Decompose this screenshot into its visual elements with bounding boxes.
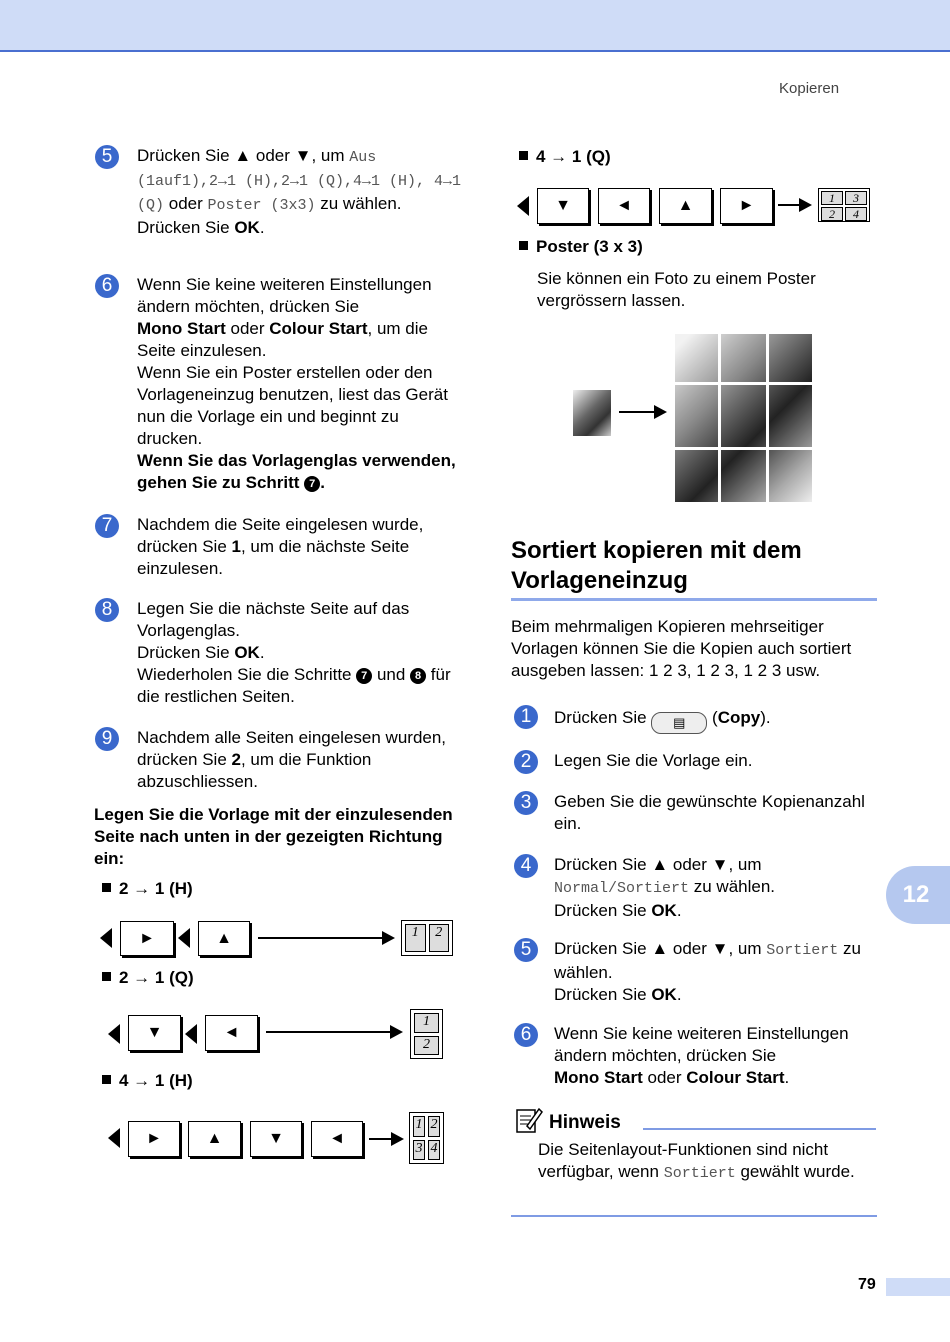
option-4to1-h: 4 → 1 (H) — [102, 1071, 193, 1091]
step-number: 6 — [95, 274, 119, 298]
long-arrow-icon — [266, 1031, 391, 1033]
long-arrow-icon — [778, 204, 800, 206]
top-bar — [0, 0, 950, 52]
orientation-note: Legen Sie die Vorlage mit der einzulesenden Seite nach unten in der gezeigten Richtung ein: — [94, 805, 453, 868]
arrow-left-icon — [108, 1024, 120, 1044]
step-text: Wenn Sie keine weiteren Einstellungen ändern möchten, drücken Sie Mono Start oder Colour Start. — [554, 1024, 849, 1087]
long-arrow-icon — [369, 1138, 392, 1140]
doc-page-icon: ◄ — [205, 1015, 258, 1051]
doc-page-icon: ► — [720, 188, 773, 224]
doc-page-icon: ◄ — [598, 188, 650, 224]
doc-page-icon: ▲ — [659, 188, 712, 224]
step-text: Wenn Sie keine weiteren Einstellungen ändern möchten, drücken Sie Mono Start oder Colour Start, um die Seite einzulesen. Wenn Sie ein Poster erstellen oder den Vorlageneinzug benutzen, liest das Gerät nun die Vorlage ein und beginnt zu drucken. Wenn Sie das Vorlagenglas verwenden, gehen Sie zu Schritt 7 . — [137, 275, 456, 492]
chapter-tab[interactable]: 12 — [886, 866, 950, 924]
header-title: Kopieren — [779, 80, 840, 97]
step-number: 5 — [95, 145, 119, 169]
step-text: Legen Sie die Vorlage ein. — [554, 751, 753, 770]
doc-page-icon: ▲ — [188, 1121, 241, 1157]
arrow-left-icon — [100, 928, 112, 948]
hint-title: Hinweis — [549, 1112, 621, 1133]
step-text: Drücken Sie ▲ oder ▼, um Normal/Sortiert zu wählen. Drücken Sie OK. — [554, 855, 776, 920]
doc-page-icon: ► — [128, 1121, 180, 1157]
doc-page-icon: ▲ — [198, 921, 250, 956]
result-grid: 1 2 — [401, 920, 453, 956]
step-number: 8 — [95, 598, 119, 622]
page-number: 79 — [858, 1276, 876, 1293]
handshake-poster — [675, 334, 812, 502]
step-text: Drücken Sie ▲ oder ▼, um Sortiert zu wählen. Drücken Sie OK. — [554, 939, 861, 1004]
step-number: 3 — [514, 791, 538, 815]
poster-divider — [718, 334, 721, 502]
option-2to1-h: 2 → 1 (H) — [102, 879, 193, 899]
step-number: 4 — [514, 854, 538, 878]
option-poster: Poster (3 x 3) — [519, 237, 643, 257]
poster-divider — [675, 447, 812, 450]
long-arrow-icon — [619, 411, 655, 413]
option-2to1-q: 2 → 1 (Q) — [102, 968, 194, 988]
section-title: Sortiert kopieren mit dem Vorlageneinzug — [511, 537, 802, 594]
step-text: Geben Sie die gewünschte Kopienanzahl ein. — [554, 792, 865, 833]
hint-text: Die Seitenlayout-Funktionen sind nicht verfügbar, wenn Sortiert gewählt wurde. — [538, 1140, 855, 1182]
note-pencil-icon — [515, 1106, 543, 1134]
step-number: 7 — [95, 514, 119, 538]
step-text: Drücken Sie ▤ (Copy). — [554, 707, 884, 734]
step-number: 9 — [95, 727, 119, 751]
result-grid: 1 2 — [410, 1009, 443, 1059]
section-intro: Beim mehrmaligen Kopieren mehrseitiger Vorlagen können Sie die Kopien auch sortiert ausgeben lassen: 1 2 3, 1 2 3, 1 2 3 usw. — [511, 617, 852, 680]
doc-page-icon: ▼ — [537, 188, 589, 224]
doc-page-icon: ▼ — [128, 1015, 181, 1051]
arrow-left-icon — [178, 928, 190, 948]
step-text: Legen Sie die nächste Seite auf das Vorlagenglas. Drücken Sie OK. Wiederholen Sie die Schritte 7 und 8 für die restlichen Seiten. — [137, 599, 451, 706]
option-4to1-q: 4 → 1 (Q) — [519, 147, 611, 167]
doc-page-icon: ◄ — [311, 1121, 363, 1157]
page-bar — [886, 1278, 950, 1296]
step-text: Nachdem die Seite eingelesen wurde, drücken Sie 1, um die nächste Seite einzulesen. — [137, 515, 424, 578]
arrow-left-icon — [185, 1024, 197, 1044]
arrow-left-icon — [517, 196, 529, 216]
step-text: Drücken Sie ▲ oder ▼, um Aus (1auf1),2→1 (H),2→1 (Q),4→1 (H), 4→1 (Q) oder Poster (3x3) zu wählen. Drücken Sie OK. — [137, 146, 462, 237]
step-number: 1 — [514, 705, 538, 729]
arrow-left-icon — [108, 1128, 120, 1148]
doc-page-icon: ► — [120, 921, 174, 956]
long-arrow-icon — [258, 937, 383, 939]
step-number: 2 — [514, 750, 538, 774]
doc-page-icon: ▼ — [250, 1121, 302, 1157]
result-grid: 1 3 2 4 — [818, 188, 870, 222]
copy-button-icon[interactable]: ▤ — [651, 712, 707, 734]
step-number: 6 — [514, 1023, 538, 1047]
handshake-photo-small — [573, 390, 611, 436]
section-rule — [511, 598, 877, 601]
hint-rule — [643, 1128, 876, 1130]
poster-text: Sie können ein Foto zu einem Poster vergrössern lassen. — [537, 269, 816, 310]
poster-divider — [766, 334, 769, 502]
hint-bottom-rule — [511, 1215, 877, 1217]
step-text: Nachdem alle Seiten eingelesen wurden, drücken Sie 2, um die Funktion abzuschliessen. — [137, 728, 447, 791]
result-grid: 1 2 3 4 — [409, 1112, 444, 1164]
poster-divider — [675, 382, 812, 385]
step-number: 5 — [514, 938, 538, 962]
